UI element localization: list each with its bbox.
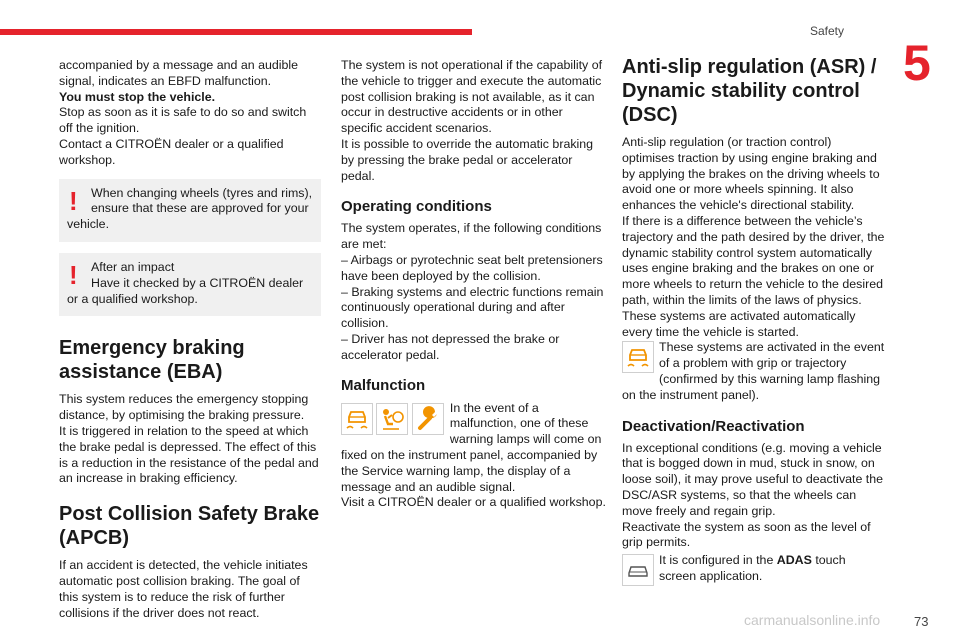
paragraph: Contact a CITROËN dealer or a qualified workshop.: [59, 136, 284, 167]
heading-operating-conditions: Operating conditions: [341, 198, 492, 216]
paragraph: In the event of a malfunction, one of these warning lamps will come on fixed on the instrument panel, accompanied by the Service warning lamp, the display of a message and an audible signal.: [341, 400, 602, 494]
adas-text-pre: It is configured in the: [659, 553, 777, 568]
paragraph: It is possible to override the automatic braking by pressing the brake pedal or accelerator pedal.: [341, 136, 594, 183]
esp-warning-lamp-icon: [622, 341, 654, 373]
warning-box-impact: [59, 253, 321, 316]
exclamation-icon: !: [69, 185, 78, 216]
paragraph-bold: You must stop the vehicle.: [59, 89, 216, 104]
heading-deactivation: Deactivation/Reactivation: [622, 417, 805, 435]
paragraph-adas: [622, 553, 886, 585]
warning-text: Have it checked by a CITROËN dealer or a qualified workshop.: [67, 275, 304, 306]
adas-text-post: touch screen application.: [659, 553, 846, 583]
adas-car-icon: [622, 554, 654, 586]
list-item: – Driver has not depressed the brake or accelerator pedal.: [341, 331, 560, 362]
esp-warning-lamp-icon: [341, 403, 373, 435]
column-middle: [341, 58, 606, 511]
paragraph: If an accident is detected, the vehicle initiates automatic post collision braking. The goal of this system is to reduce the risk of further collisions if the driver does not react.: [59, 558, 308, 620]
column-right: [622, 55, 886, 586]
paragraph: In exceptional conditions (e.g. moving a vehicle that is bogged down in mud, stuck in snow, on loose soil), it may prove useful to deactivate the DSC/ASR systems, so that the wheels can move freely and regain grip.: [622, 440, 884, 518]
heading-eba: Emergency braking assistance (EBA): [59, 337, 245, 384]
paragraph: It is triggered in relation to the speed at which the brake pedal is depressed. The effect of this is a reduction in the resistance of the pedal and an increase in braking efficiency.: [59, 423, 319, 486]
heading-asr-dsc: Anti-slip regulation (ASR) / Dynamic stability control (DSC): [622, 56, 877, 126]
paragraph: Reactivate the system as soon as the level of grip permits.: [622, 519, 871, 550]
section-title: Safety: [810, 24, 845, 38]
paragraph: Visit a CITROËN dealer or a qualified workshop.: [341, 495, 606, 510]
page-number: 73: [914, 614, 929, 629]
airbag-warning-lamp-icon: [376, 403, 408, 435]
paragraph: If there is a difference between the vehicle’s trajectory and the path desired by the driver, the dynamic stability control system automatically uses engine braking and the brakes on one or more wheels to return the vehicle to the desired path, within the limits of the laws of physics.: [622, 213, 885, 307]
paragraph: This system reduces the emergency stopping distance, by optimising the braking pressure.: [59, 392, 309, 423]
chapter-number: 5: [903, 35, 931, 91]
heading-apcb: Post Collision Safety Brake (APCB): [59, 503, 320, 550]
heading-malfunction: Malfunction: [341, 376, 426, 394]
column-left: [59, 58, 321, 621]
paragraph: accompanied by a message and an audible signal, indicates an EBFD malfunction.: [59, 58, 299, 88]
warning-text: When changing wheels (tyres and rims), ensure that these are approved for your vehicle.: [67, 185, 313, 232]
exclamation-icon: !: [69, 259, 78, 290]
paragraph: The system is not operational if the capability of the vehicle to trigger and execute the automatic post collision braking is not available, as it can occur in destructive accidents or in other specific accident scenarios.: [341, 58, 603, 136]
paragraph: These systems are activated in the event of a problem with grip or trajectory (confirmed by this warning lamp flashing on the instrument panel).: [622, 340, 885, 402]
warning-box-wheels: [59, 179, 321, 242]
paragraph: Anti-slip regulation (or traction control) optimises traction by using engine braking and by applying the brakes on the driving wheels to avoid one or more wheels spinning. It also enhances the vehicle's directional stability.: [622, 135, 880, 213]
paragraph: The system operates, if the following conditions are met:: [341, 221, 602, 252]
list-item: – Braking systems and electric functions remain continuously operational during and after collision.: [341, 284, 604, 331]
warning-title: After an impact: [91, 259, 175, 274]
paragraph: These systems are activated automatically every time the vehicle is started.: [622, 308, 856, 339]
paragraph: Stop as soon as it is safe to do so and switch off the ignition.: [59, 105, 307, 136]
list-item: – Airbags or pyrotechnic seat belt pretensioners have been deployed by the collision.: [341, 252, 603, 283]
watermark: carmanualsonline.info: [744, 612, 881, 628]
service-wrench-icon: [412, 403, 444, 435]
warning-lamps: [341, 403, 444, 435]
header-accent-bar: [0, 29, 472, 35]
adas-label: ADAS: [776, 553, 812, 568]
